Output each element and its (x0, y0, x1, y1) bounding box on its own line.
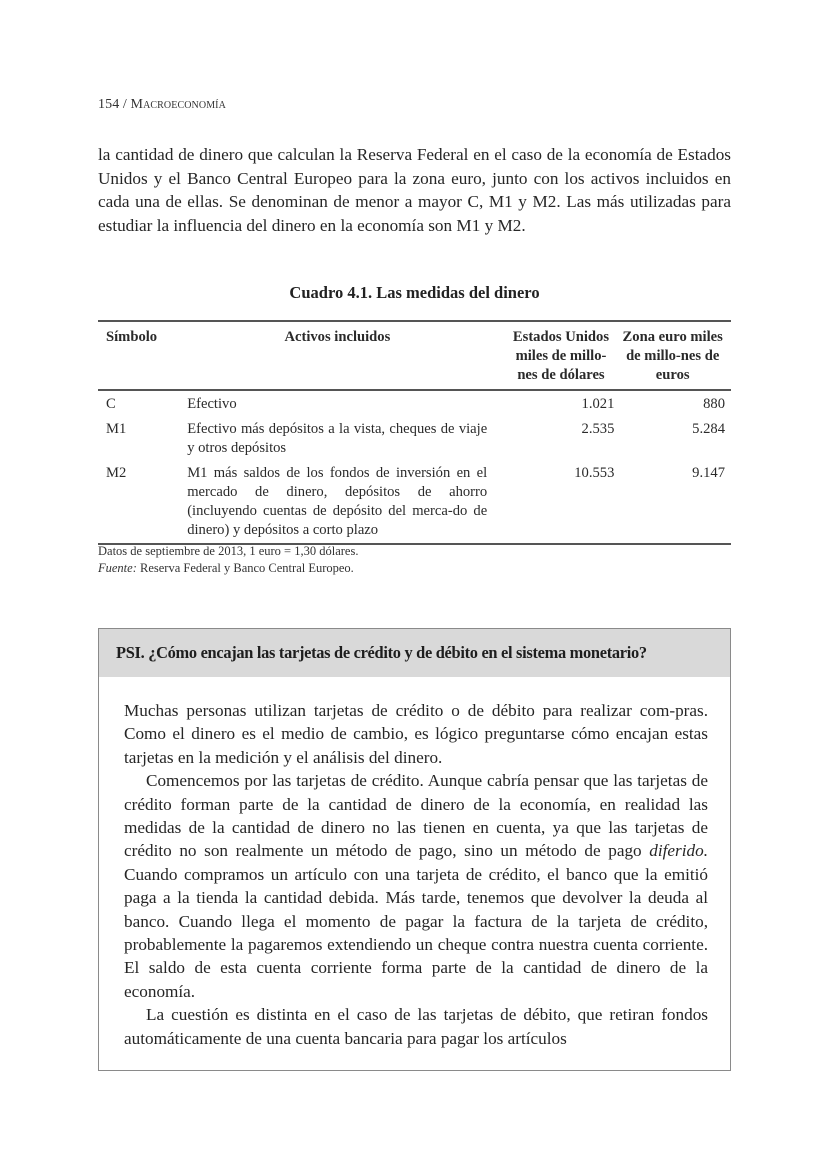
table-title: Cuadro 4.1. Las medidas del dinero (289, 283, 540, 302)
psi-paragraph-3: La cuestión es distinta en el caso de las tarjetas de débito, que retiran fondos automáticamente de una cuenta bancaria para pagar los artículos (124, 1005, 708, 1048)
cell-eu: 880 (703, 396, 725, 412)
header-us: Estados Unidos miles de millo-nes de dólares (512, 329, 610, 383)
table-source (98, 560, 358, 577)
cell-assets: Efectivo más depósitos a la vista, cheques de viaje y otros depósitos (187, 421, 488, 456)
header-eu: Zona euro miles de millo-nes de euros (622, 329, 723, 383)
cell-symbol: C (106, 396, 116, 412)
source-text: Reserva Federal y Banco Central Europeo. (136, 561, 354, 575)
cell-us: 1.021 (581, 396, 615, 412)
money-measures-table (98, 320, 731, 545)
cell-symbol: M1 (106, 421, 127, 437)
cell-us: 2.535 (581, 421, 615, 437)
psi-box-body (124, 699, 708, 1050)
table-notes (98, 543, 358, 577)
psi-box-title: PSI. ¿Cómo encajan las tarjetas de crédito y de débito en el sistema monetario? (99, 629, 730, 677)
table-row (98, 461, 731, 544)
page-number: 154 (98, 97, 120, 112)
cell-us: 10.553 (574, 465, 615, 481)
psi-sidebar-box (98, 628, 731, 1071)
table-header-row (98, 321, 731, 390)
book-title: Macroeconomía (130, 97, 226, 112)
psi-paragraph-2-text-a: Comencemos por las tarjetas de crédito. Aunque cabría pensar que las tarjetas de crédito forman parte de la cantidad de dinero de la economía, en realidad las medidas de la cantidad de dinero no las tienen en cuenta, ya que las tarjetas de crédito no son realmente un método de pago, sino un método de pago (124, 771, 708, 861)
cell-eu: 9.147 (692, 465, 725, 481)
emphasis-diferido: diferido. (649, 841, 708, 861)
header-symbol: Símbolo (106, 329, 158, 345)
header-separator: / (119, 97, 131, 112)
cell-symbol: M2 (106, 465, 127, 481)
psi-paragraph-2-text-b: Cuando compramos un artículo con una tarjeta de crédito, el banco que la emitió paga a la tienda la cantidad debida. Más tarde, tenemos que devolver la deuda al banco. Cuando llega el momento de pagar la factura de la tarjeta de crédito, probablemente la pagaremos extendiendo un cheque contra nuestra cuenta corriente. El saldo de esta cuenta corriente forma parte de la cantidad de dinero de la economía. (124, 864, 708, 1001)
cell-eu: 5.284 (692, 421, 725, 437)
psi-paragraph-1: Muchas personas utilizan tarjetas de crédito o de débito para realizar com-pras. Como el dinero es el medio de cambio, es lógico preguntarse cómo encajan estas tarjetas en la medición y el análisis del dinero. (124, 701, 708, 767)
table-row (98, 390, 731, 417)
source-label: Fuente: (98, 561, 137, 575)
intro-paragraph-block (98, 143, 731, 237)
running-header (98, 97, 226, 113)
cell-assets: Efectivo (187, 396, 237, 412)
table-row (98, 417, 731, 461)
intro-paragraph: la cantidad de dinero que calculan la Reserva Federal en el caso de la economía de Estados Unidos y el Banco Central Europeo para la zona euro, junto con los activos incluidos en cada una de ellas. Se denominan de menor a mayor C, M1 y M2. Las más utilizadas para estudiar la influencia del dinero en la economía son M1 y M2. (98, 145, 731, 235)
cell-assets: M1 más saldos de los fondos de inversión en el mercado de dinero, depósitos de ahorro (incluyendo cuentas de depósito del merca-do de dinero) y depósitos a corto plazo (187, 465, 488, 538)
table-data-note: Datos de septiembre de 2013, 1 euro = 1,30 dólares. (98, 544, 359, 558)
psi-paragraph-2 (124, 769, 708, 1003)
header-assets: Activos incluidos (284, 329, 391, 345)
